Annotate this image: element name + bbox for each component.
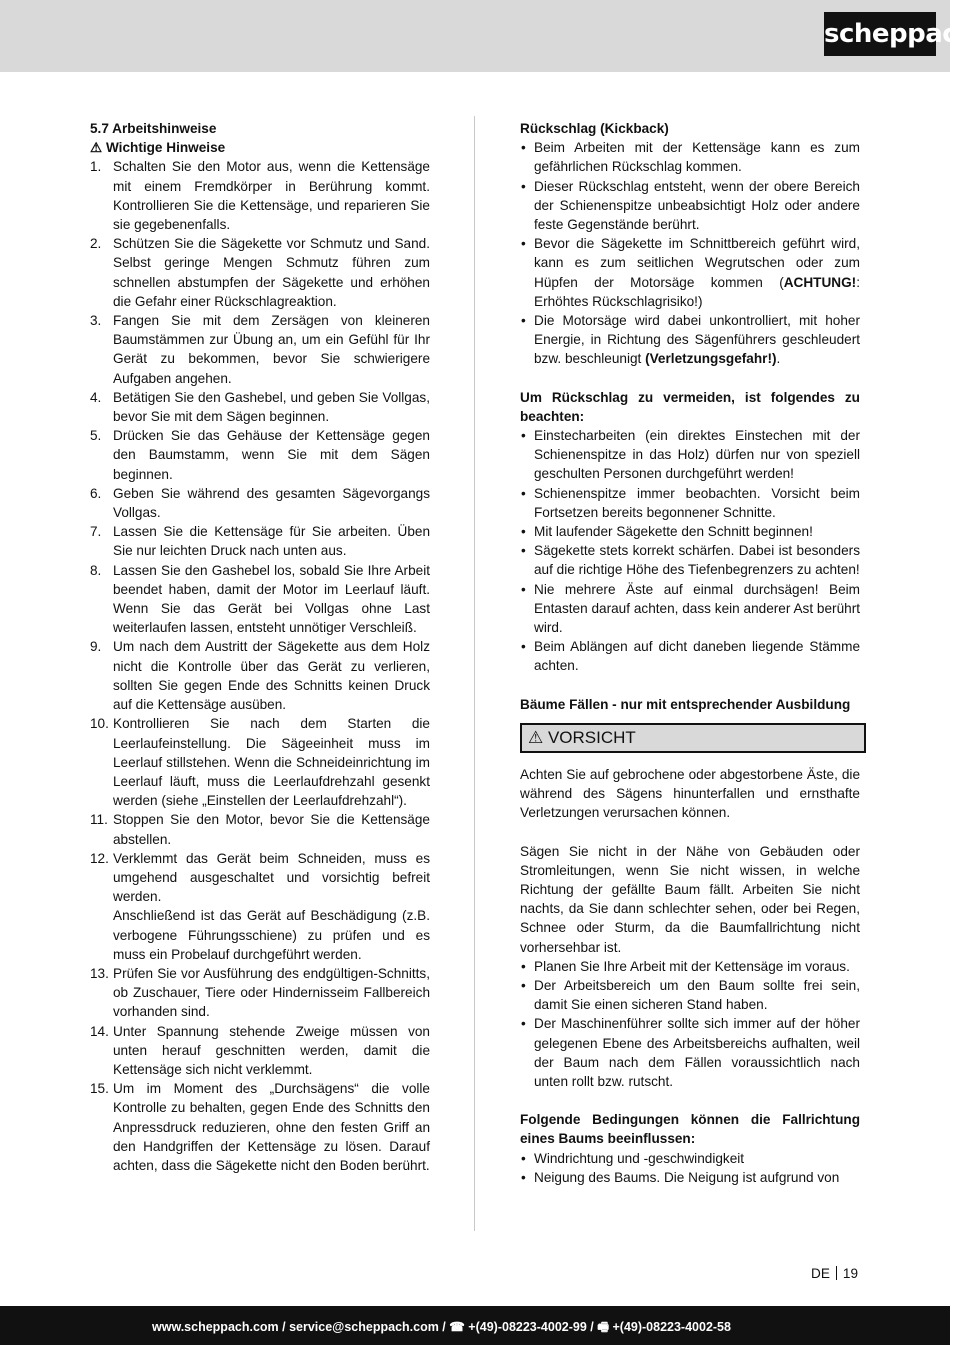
list-item: 15. Um im Moment des „Durchsägens“ die volle Kontrolle zu behalten, gegen Ende des Schnitts den Anpressdruck reduzieren, ohne den festen Griff an den Handgriffen der Kettensäge zu lösen. Darauf achten, dass die Sägekette nicht den Boden berührt.	[90, 1081, 430, 1173]
kickback-list	[520, 138, 860, 368]
list-item: 1. Schalten Sie den Motor aus, wenn die Kettensäge mit einem Fremdkörper in Berührung kommt. Kontrollieren Sie die Kettensäge, und reparieren Sie sie gegebenenfalls.	[90, 159, 430, 233]
list-item: 13. Prüfen Sie vor Ausführung des endgültigen-Schnitts, ob Zuschauer, Tiere oder Hindernisseim Fallbereich vorhanden sind.	[90, 965, 430, 1020]
list-item: • Beim Arbeiten mit der Kettensäge kann es zum gefährlichen Rückschlag kommen.	[520, 138, 860, 176]
list-item: • Beim Ablängen auf dicht daneben liegende Stämme achten.	[520, 637, 860, 675]
list-item: 6. Geben Sie während des gesamten Sägevorgangs Vollgas.	[90, 485, 430, 521]
list-item: • Dieser Rückschlag entsteht, wenn der obere Bereich der Schienenspitze unbeabsichtigt Holz oder andere feste Gegenstände berührt.	[520, 177, 860, 235]
felling-heading: Bäume Fällen - nur mit entsprechender Ausbildung	[520, 696, 851, 712]
list-item: • Windrichtung und -geschwindigkeit	[520, 1149, 860, 1168]
caution-box: ⚠ VORSICHT	[520, 723, 866, 753]
left-column	[90, 119, 430, 1175]
kickback-heading: Rückschlag (Kickback)	[520, 121, 669, 136]
list-item: 8. Lassen Sie den Gashebel los, sobald Sie Ihre Arbeit beendet haben, damit der Motor im Leerlauf läuft. Wenn Sie das Gerät bei Vollgas ohne Last weiterlaufen lassen, entsteht unnötiger Verschleiß.	[90, 562, 430, 636]
list-item: 14. Unter Spannung stehende Zweige müssen von unten herauf geschnitten werden, damit die Kettensäge sich nicht verklemmt.	[90, 1023, 430, 1077]
work-instructions-list	[90, 157, 430, 1175]
list-item: 4. Betätigen Sie den Gashebel, und geben Sie Vollgas, bevor Sie mit dem Sägen beginnen.	[90, 389, 430, 425]
right-column	[520, 119, 860, 1187]
page-number: DE 19	[811, 1266, 859, 1281]
brand-logo: scheppach	[824, 12, 936, 56]
list-item: 12. Verklemmt das Gerät beim Schneiden, muss es umgehend ausgeschaltet und vorsichtig befreit werden. Anschließend ist das Gerät auf Beschädigung (z.B. verbogene Führungsschiene) zu prüfen und es muss ein Probelauf durchgeführt werden.	[90, 850, 430, 962]
list-item: • Neigung des Baums. Die Neigung ist aufgrund von	[520, 1168, 860, 1187]
list-item: 3. Fangen Sie mit dem Zersägen von kleineren Baumstämmen zur Übung an, um ein Gefühl für Ihr Gerät zu bekommen, bevor Sie schwierigere Aufgaben angehen.	[90, 313, 430, 386]
conditions-heading: Folgende Bedingungen können die Fallrichtung eines Baums beeinflussen:	[520, 1112, 860, 1147]
column-divider	[474, 116, 475, 1231]
list-item: • Einstecharbeiten (ein direktes Einstechen mit der Schienenspitze in das Holz) dürfen nur von speziell geschulten Personen durchgeführt werden!	[520, 426, 860, 484]
list-item: • Der Arbeitsbereich um den Baum sollte frei sein, damit Sie einen sicheren Stand haben.	[520, 976, 860, 1014]
list-item: 10. Kontrollieren Sie nach dem Starten die Leerlaufeinstellung. Die Sägeeinheit muss im Leerlauf stillstehen. Wenn die Schneideinrichtung im Leerlauf läuft, muss die Leerlaufdrehzahl gesenkt werden (siehe „Einstellen der Leerlaufdrehzahl“).	[90, 716, 430, 809]
avoid-kickback-list	[520, 426, 860, 676]
list-item: 11. Stoppen Sie den Motor, bevor Sie die Kettensäge abstellen.	[90, 812, 430, 847]
felling-list	[520, 957, 860, 1091]
felling-paragraph: Sägen Sie nicht in der Nähe von Gebäuden oder Stromleitungen, wenn Sie nicht wissen, in welche Richtung der gefällte Baum fällt. Arbeiten Sie nicht nachts, da Sie dann schlechter sehen, oder bei Regen, Schnee oder Sturm, da die Baumfallrichtung nicht vorhersehbar ist.	[520, 843, 860, 955]
list-item: 7. Lassen Sie die Kettensäge für Sie arbeiten. Üben Sie nur leichten Druck nach unten aus.	[90, 524, 430, 559]
caution-text: Achten Sie auf gebrochene oder abgestorbene Äste, die während des Sägens hinunterfallen und ernsthafte Verletzungen verursachen können.	[520, 766, 860, 821]
section-heading: 5.7 Arbeitshinweise	[90, 121, 217, 136]
list-item: 9. Um nach dem Austritt der Sägekette aus dem Holz nicht die Kontrolle über das Gerät zu verlieren, sollten Sie gegen Ende des Schnitts keinen Druck auf die Kettensäge ausüben.	[90, 639, 430, 713]
list-item: • Mit laufender Sägekette den Schnitt beginnen!	[520, 522, 860, 541]
footer-bar	[0, 1306, 950, 1345]
list-item: 5. Drücken Sie das Gehäuse der Kettensäge gegen den Baumstamm, wenn Sie mit dem Sägen beginnen.	[90, 428, 430, 482]
list-item: • Sägekette stets korrekt schärfen. Dabei ist besonders auf die richtige Höhe des Tiefenbegrenzers zu achten!	[520, 541, 860, 579]
header-bar	[0, 0, 975, 72]
list-item: • Bevor die Sägekette im Schnittbereich geführt wird, kann es zum seitlichen Wegrutschen oder zum Hüpfen der Motorsäge kommen (ACHTUNG!: Erhöhtes Rückschlagrisiko!)	[520, 234, 860, 311]
footer-contact: www.scheppach.com / service@scheppach.com / ☎ +(49)-08223-4002-99 / 🖷 +(49)-08223-4002-58	[152, 1320, 731, 1334]
conditions-list	[520, 1149, 860, 1187]
list-item: • Nie mehrere Äste auf einmal durchsägen! Beim Entasten darauf achten, dass kein anderer Ast berührt wird.	[520, 580, 860, 638]
important-notes-heading: ⚠ Wichtige Hinweise	[90, 140, 226, 156]
list-item: • Planen Sie Ihre Arbeit mit der Kettensäge im voraus.	[520, 957, 860, 976]
list-item: • Die Motorsäge wird dabei unkontrolliert, mit hoher Energie, in Richtung des Sägenführers geschleudert bzw. beschleunigt (Verletzungsgefahr!).	[520, 311, 860, 369]
list-item: 2. Schützen Sie die Sägekette vor Schmutz und Sand. Selbst geringe Mengen Schmutz führen zum schnellen abstumpfen der Sägekette und erhöhen die Gefahr einer Rückschlagreaktion.	[90, 236, 430, 309]
list-item: • Schienenspitze immer beobachten. Vorsicht beim Fortsetzen bereits begonnener Schnitte.	[520, 484, 860, 522]
list-item: • Der Maschinenführer sollte sich immer auf der höher gelegenen Ebene des Arbeitsbereichs aufhalten, weil der Baum nach dem Fällen voraussichtlich nach unten rollt bzw. rutscht.	[520, 1014, 860, 1091]
avoid-kickback-heading: Um Rückschlag zu vermeiden, ist folgendes zu beachten:	[520, 389, 860, 424]
